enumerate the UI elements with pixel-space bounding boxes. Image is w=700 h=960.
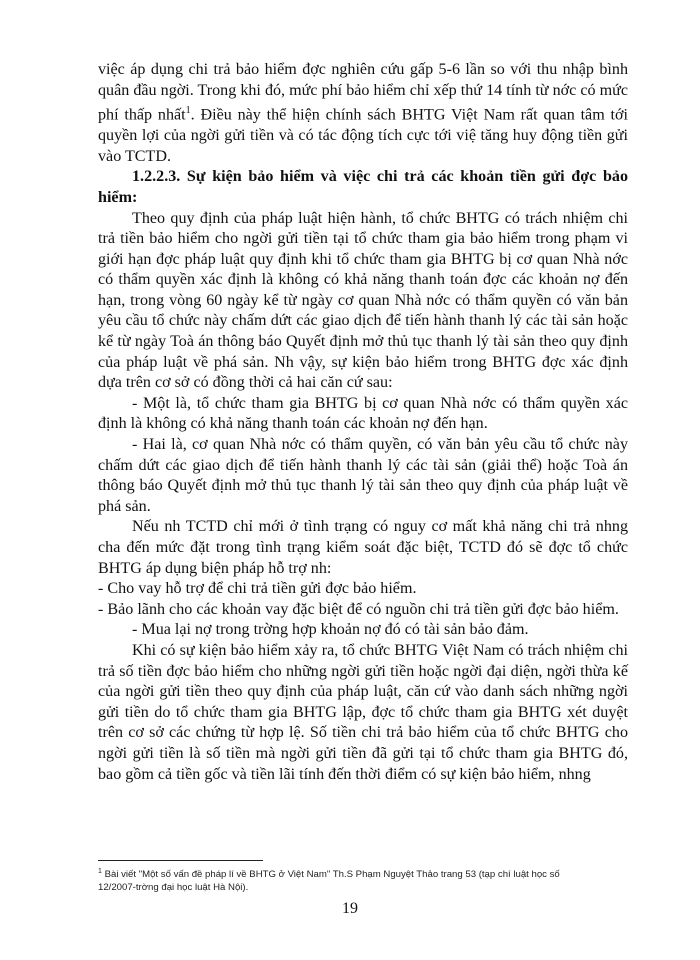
list-item: - Bảo lãnh cho các khoản vay đặc biệt để có nguồn chi trả tiền gửi đợc bảo hiểm.: [98, 600, 619, 618]
document-body: [98, 60, 628, 785]
footnote: [98, 866, 598, 894]
footnote-text: Bài viết "Một số vấn đề pháp lí về BHTG ở Việt Nam" Th.S Phạm Nguyệt Thảo trang 53 (tạp chí luật học số 12/2007-trờng đại học luật Hà Nội).: [98, 869, 560, 893]
paragraph-1-continuation: . Điều này thể hiện chính sách BHTG Việt Nam rất quan tâm tới quyền lợi của ngời gửi tiền và có tác động tích cực tới việ tăng huy động tiền gửi vào TCTD.: [98, 106, 628, 165]
footnote-reference[interactable]: 1: [185, 105, 191, 117]
list-item: - Một là, tổ chức tham gia BHTG bị cơ quan Nhà nớc có thẩm quyền xác định là không có khả năng thanh toán các khoản nợ đến hạn.: [98, 394, 628, 433]
paragraph-1-text: việc áp dụng chi trả bảo hiểm đợc nghiên cứu gấp 5-6 lần so với thu nhập bình quân đầu ngời. Trong khi đó, mức phí bảo hiểm chỉ xếp thứ 14 tính từ nớc có mức phí thấp nhất: [98, 61, 628, 124]
page-number: 19: [342, 900, 358, 917]
paragraph-1: [98, 60, 628, 167]
paragraph-4: Khi có sự kiện bảo hiểm xảy ra, tổ chức BHTG Việt Nam có trách nhiệm chi trả số tiền đợc bảo hiểm cho những ngời gửi tiền hoặc ngời đại diện, ngời thừa kế của ngời gửi tiền theo quy định của pháp luật, căn cứ vào danh sách những ngời gửi tiền do tổ chức tham gia BHTG lập, đợc tổ chức tham gia BHTG xét duyệt trên cơ sở các chứng từ hợp lệ. Số tiền chi trả bảo hiểm của tổ chức BHTG cho ngời gửi tiền là số tiền mà ngời gửi tiền đã gửi tại tổ chức tham gia BHTG đó, bao gồm cả tiền gốc và tiền lãi tính đến thời điểm có sự kiện bảo hiểm, nhng: [98, 641, 628, 783]
list-item: - Mua lại nợ trong trờng hợp khoản nợ đó có tài sản bảo đảm.: [132, 621, 529, 639]
list-item: - Cho vay hỗ trợ để chi trả tiền gửi đợc bảo hiểm.: [98, 580, 417, 598]
section-heading: 1.2.2.3. Sự kiện bảo hiểm và việc chi trả các khoản tiền gửi đợc bảo hiểm:: [98, 168, 628, 206]
list-item: - Hai là, cơ quan Nhà nớc có thẩm quyền, có văn bản yêu cầu tổ chức này chấm dứt các giao dịch để tiến hành thanh lý các tài sản (giải thể) hoặc Toà án thông báo Quyết định mở thủ tục thanh lý tài sản theo quy định của pháp luật về phá sản.: [98, 436, 628, 515]
paragraph-3: Nếu nh TCTD chỉ mới ở tình trạng có nguy cơ mất khả năng chi trả nhng cha đến mức đặt trong tình trạng kiểm soát đặc biệt, TCTD đó sẽ đợc tổ chức BHTG áp dụng biện pháp hỗ trợ nh:: [98, 518, 628, 577]
footnote-marker: 1: [98, 868, 102, 875]
paragraph-2: Theo quy định của pháp luật hiện hành, tổ chức BHTG có trách nhiệm chi trả tiền bảo hiểm cho ngời gửi tiền tại tổ chức tham gia bảo hiểm trong phạm vi giới hạn đợc pháp luật quy định khi tổ chức tham gia BHTG bị cơ quan Nhà nớc có thẩm quyền xác định là không có khả năng thanh toán đợc các khoản nợ đến hạn, trong vòng 60 ngày kể từ ngày cơ quan Nhà nớc có thẩm quyền có văn bản yêu cầu tổ chức này chấm dứt các giao dịch để tiến hành thanh lý các tài sản hoặc kể từ ngày Toà án thông báo Quyết định mở thủ tục thanh lý tài sản theo quy định của pháp luật về phá sản. Nh vậy, sự kiện bảo hiểm trong BHTG đợc xác định dựa trên cơ sở có đồng thời cả hai căn cứ sau:: [98, 209, 628, 392]
footnote-divider: [98, 860, 263, 861]
